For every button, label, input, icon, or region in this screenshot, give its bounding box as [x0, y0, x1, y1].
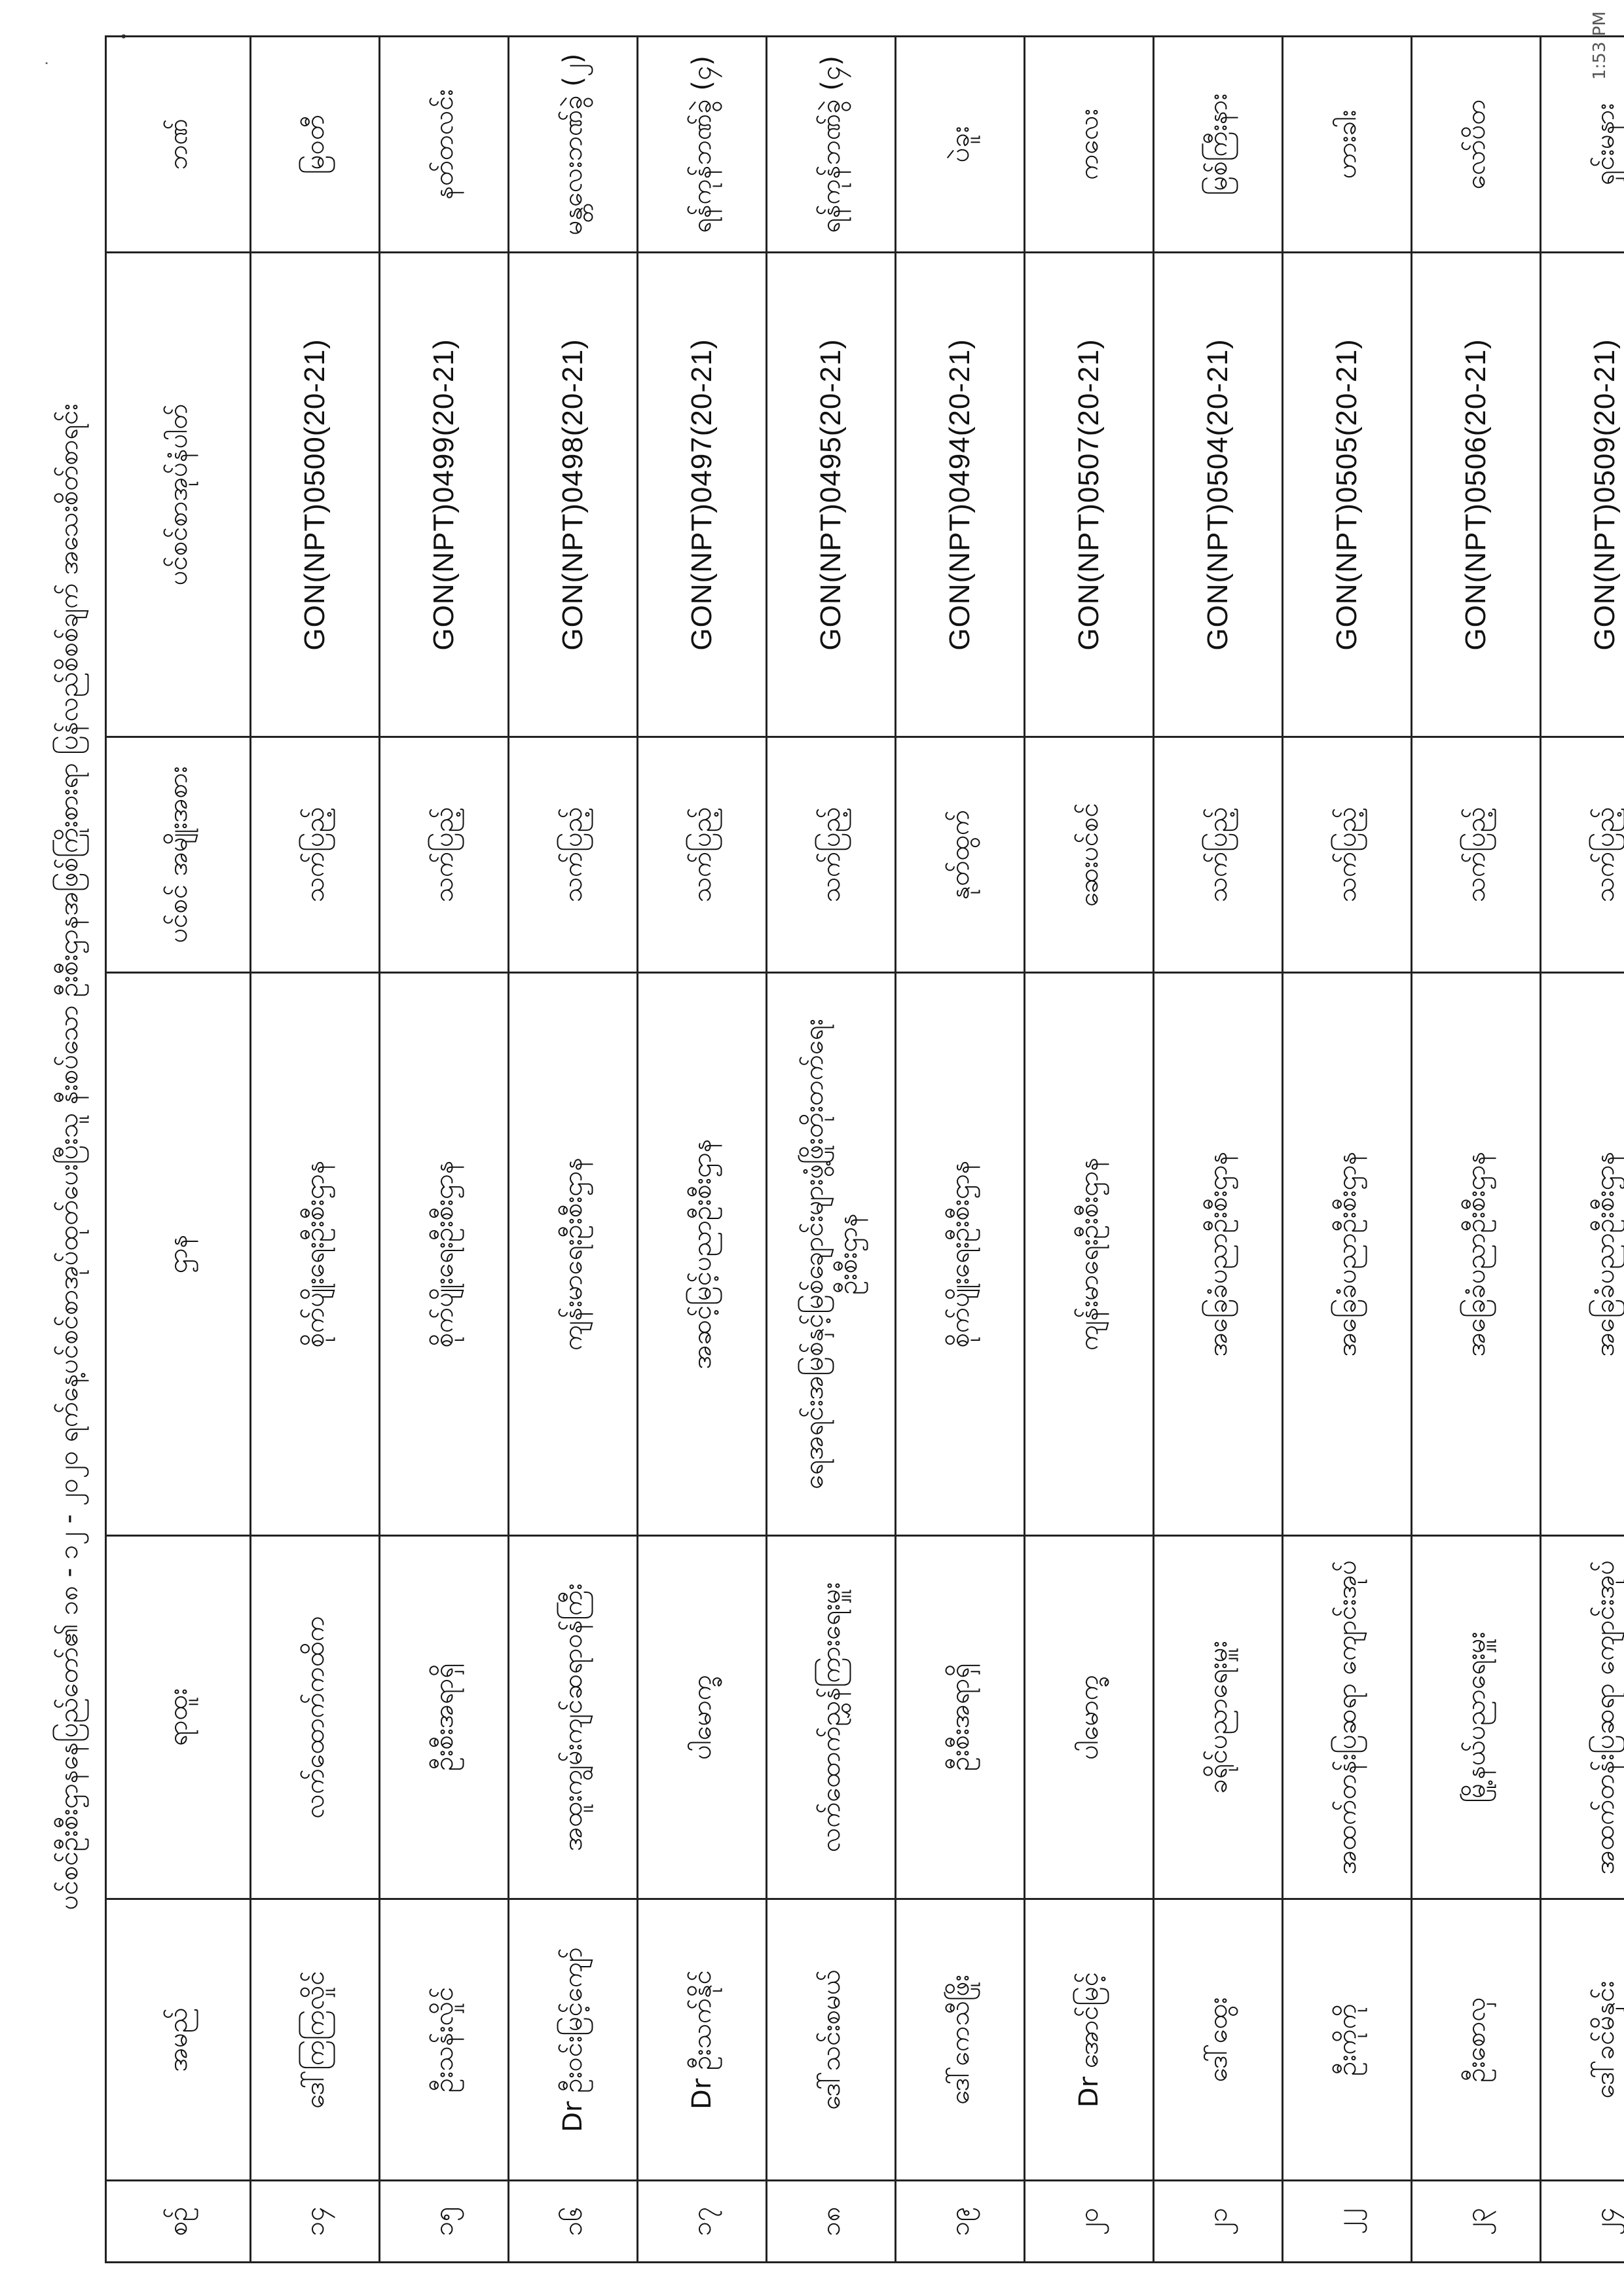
- print-timestamp: 1:53 PM: [1590, 11, 1610, 80]
- cell-department: စိုက်ပျိုးရေးဦးစီးဌာန: [251, 973, 380, 1536]
- cell-name: ဦးကိုကို: [1283, 1899, 1412, 2181]
- cell-rank: ပါမောက္ခ: [638, 1536, 767, 1899]
- header-department: ဌာန: [106, 973, 251, 1536]
- cell-department: အခြေခံပညာဦးစီးဌာန: [1541, 973, 1624, 1536]
- cell-name: ဒေါ်ကြကြလှိုင်: [251, 1899, 380, 2181]
- pension-table: [105, 35, 1624, 2263]
- cell-pension-book-no: GON(NPT)0507(20-21): [1025, 253, 1154, 737]
- cell-name: ဦးသန်းလှိုင်: [380, 1899, 509, 2181]
- cell-department: စိုက်ပျိုးရေးဦးစီးဌာန: [896, 973, 1025, 1536]
- header-rank: ရာထူး: [106, 1536, 251, 1899]
- header-pension-type: ပင်စင် အမျိုးအစား: [106, 737, 251, 973]
- cell-no: ၁၉: [896, 2181, 1025, 2263]
- cell-no: ၁၄: [251, 2181, 380, 2263]
- cell-department: အခြေခံပညာဦးစီးဌာန: [1412, 973, 1541, 1536]
- cell-pension-type: နုတ်ထွက်: [896, 737, 1025, 973]
- cell-rank: အထက်တန်းပြဆရာ ကျောင်းအုပ်: [1283, 1536, 1412, 1899]
- cell-name: Dr ဦးသက်နိုင်: [638, 1899, 767, 2181]
- cell-bank: မြဝတီ: [251, 37, 380, 253]
- header-name: အမည်: [106, 1899, 251, 2181]
- cell-rank: ဦးစီးအရာရှိ: [380, 1536, 509, 1899]
- cell-name: Dr အောင်မြင့်: [1025, 1899, 1154, 2181]
- table-row: [767, 37, 896, 2263]
- cell-department: အခြေခံပညာဦးစီးဌာန: [1283, 973, 1412, 1536]
- cell-bank: နတ်တလင်း: [380, 37, 509, 253]
- cell-pension-book-no: GON(NPT)0500(20-21): [251, 253, 380, 737]
- table-row: [380, 37, 509, 2263]
- cell-name: ဒေါ်ကေသီဖြိုး: [896, 1899, 1025, 2181]
- cell-pension-book-no: GON(NPT)0499(20-21): [380, 253, 509, 737]
- cell-rank: ပါမောက္ခ: [1025, 1536, 1154, 1899]
- cell-pension-type: သက်ပြည့်: [1154, 737, 1283, 973]
- cell-no: ၁၅: [380, 2181, 509, 2263]
- cell-pension-book-no: GON(NPT)0509(20-21): [1541, 253, 1624, 737]
- cell-pension-book-no: GON(NPT)0494(20-21): [896, 253, 1025, 737]
- table-row: [896, 37, 1025, 2263]
- cell-department: ကျန်းမာရေးဦးစီးဌာန: [1025, 973, 1154, 1536]
- cell-name: ဒေါ်ထွေး: [1154, 1899, 1283, 2181]
- cell-rank: အထူးကျွမ်းကျင်ဆရာဝန်ကြီး: [509, 1536, 638, 1899]
- cell-rank: လက်ထောက်ညွှန်ကြားရေးမှူး: [767, 1536, 896, 1899]
- table-row: [1154, 37, 1283, 2263]
- table-row: [509, 37, 638, 2263]
- cell-bank: မြစ်ကြီးနား: [1154, 37, 1283, 253]
- cell-name: ဒေါ်ခင်မိနှင်း: [1541, 1899, 1624, 2181]
- cell-pension-type: သက်ပြည့်: [509, 737, 638, 973]
- cell-pension-book-no: GON(NPT)0504(20-21): [1154, 253, 1283, 737]
- cell-department: ရေအရင်းအမြစ်နှင့်မြစ်ချောင်းများဖွံ့ဖြိုးတိုးတက်ရေးဦးစီးဌာန: [767, 973, 896, 1536]
- cell-pension-book-no: GON(NPT)0505(20-21): [1283, 253, 1412, 737]
- cell-pension-type: သက်ပြည့်: [1412, 737, 1541, 973]
- cell-rank: ဦးစီးအရာရှိ: [896, 1536, 1025, 1899]
- header-bank: ဘဏ်: [106, 37, 251, 253]
- cell-bank: ရန်ကုန်ဘဏ်ခွဲ (၄): [638, 37, 767, 253]
- table-row: [1412, 37, 1541, 2263]
- cell-department: အဆင့်မြင့်ပညာဦးစီးဌာန: [638, 973, 767, 1536]
- cell-rank: လက်ထောက်ကထိက: [251, 1536, 380, 1899]
- cell-bank: ရှင်းမနား: [1541, 37, 1624, 253]
- cell-department: ကျန်းမာရေးဦးစီးဌာန: [509, 973, 638, 1536]
- cell-bank: လော်ပိတ: [1412, 37, 1541, 253]
- cell-no: ၂၃: [1412, 2181, 1541, 2263]
- table-header-row: [106, 37, 251, 2263]
- cell-no: ၁၇: [638, 2181, 767, 2263]
- table-row: [1541, 37, 1624, 2263]
- cell-pension-book-no: GON(NPT)0495(20-21): [767, 253, 896, 737]
- scan-dot-mark: ·: [39, 61, 56, 65]
- header-no: စဉ်: [106, 2181, 251, 2263]
- cell-pension-book-no: GON(NPT)0498(20-21): [509, 253, 638, 737]
- cell-department: အခြေခံပညာဦးစီးဌာန: [1154, 973, 1283, 1536]
- cell-pension-book-no: GON(NPT)0497(20-21): [638, 253, 767, 737]
- cell-name: ဒေါ်သင်းစမယ်: [767, 1899, 896, 2181]
- scan-dot-mark: •: [117, 32, 133, 41]
- cell-rank: အထက်တန်းပြဆရာ ကျောင်းအုပ်: [1541, 1536, 1624, 1899]
- cell-department: စိုက်ပျိုးရေးဦးစီးဌာန: [380, 973, 509, 1536]
- cell-bank: ပဲခူး: [896, 37, 1025, 253]
- document-title: ပင်စင်ဦးစီးဌာနနေပြည်တော်၏ ၁၈ - ၁၂ - ၂၀၂၀ ရက်နေ့ပင်စင်စာအုပ်ထုတ်ပေးပြီးသူ နီးစပ်သော ဦးစီးဌာနအဖြစ်ကြိုးစားရာ ပြန်လည်စိစစ်ချက် အသေးစိတ်စာရင်း: [54, 403, 84, 1910]
- cell-pension-type: ဆေးပင်စင်: [1025, 737, 1154, 973]
- cell-pension-type: သက်ပြည့်: [251, 737, 380, 973]
- header-pension-book-no: ပင်စင်စာအုပ်နံပါတ်: [106, 253, 251, 737]
- cell-bank: ရန်ကုန်ဘဏ်ခွဲ (၄): [767, 37, 896, 253]
- cell-no: ၂၁: [1154, 2181, 1283, 2263]
- cell-rank: မြို့နယ်ပညာရေးမှူး: [1412, 1536, 1541, 1899]
- cell-pension-type: သက်ပြည့်: [767, 737, 896, 973]
- table-row: [1025, 37, 1154, 2263]
- table-row: [638, 37, 767, 2263]
- cell-pension-type: သက်ပြည့်: [1541, 737, 1624, 973]
- cell-no: ၂၄: [1541, 2181, 1624, 2263]
- cell-name: Dr ဦးဝင်းမြင့်ကျော်: [509, 1899, 638, 2181]
- cell-pension-type: သက်ပြည့်: [380, 737, 509, 973]
- cell-bank: ဟားခါး: [1283, 37, 1412, 253]
- cell-bank: ကလေး: [1025, 37, 1154, 253]
- cell-pension-type: သက်ပြည့်: [638, 737, 767, 973]
- cell-no: ၂၀: [1025, 2181, 1154, 2263]
- cell-no: ၁၆: [509, 2181, 638, 2263]
- cell-no: ၂၂: [1283, 2181, 1412, 2263]
- cell-bank: မန္တလေးဘဏ်ခွဲ (၂): [509, 37, 638, 253]
- cell-pension-book-no: GON(NPT)0506(20-21): [1412, 253, 1541, 737]
- cell-no: ၁၈: [767, 2181, 896, 2263]
- table-row: [251, 37, 380, 2263]
- cell-name: ဦးစောလှ: [1412, 1899, 1541, 2181]
- cell-pension-type: သက်ပြည့်: [1283, 737, 1412, 973]
- table-row: [1283, 37, 1412, 2263]
- cell-rank: ခရိုင်ပညာရေးမှူး: [1154, 1536, 1283, 1899]
